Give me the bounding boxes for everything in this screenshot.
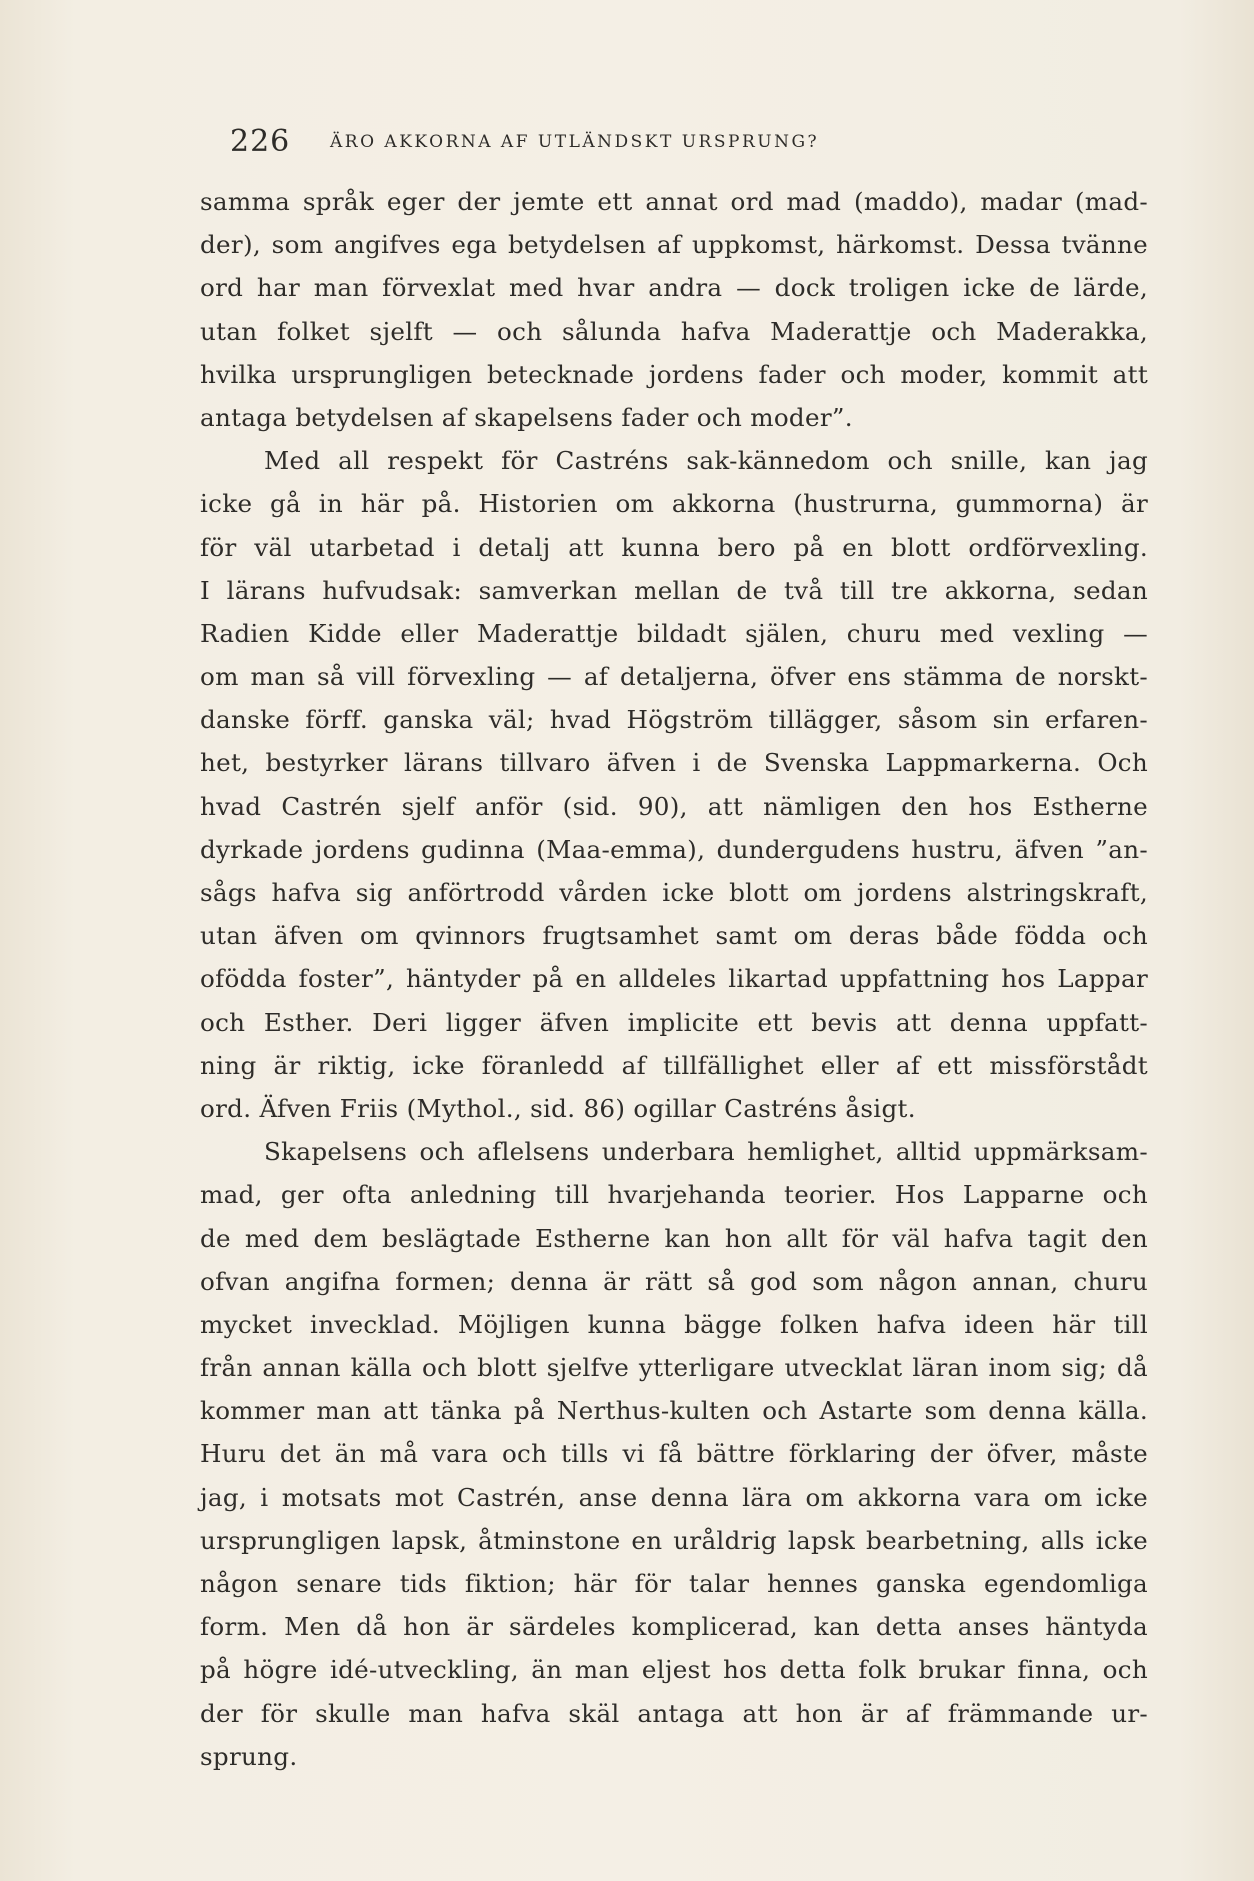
text-line: mycket invecklad. Möjligen kunna bägge folken hafva ideen här till — [200, 1309, 1148, 1339]
text-line: Radien Kidde eller Maderattje bildadt själen, churu med vexling — — [200, 618, 1148, 648]
text-line: der för skulle man hafva skäl antaga att hon är af främmande ur- — [200, 1698, 1148, 1728]
text-line: sågs hafva sig anförtrodd vården icke blott om jordens alstringskraft, — [200, 878, 1148, 907]
body-text — [200, 180, 1148, 1778]
text-line: dyrkade jordens gudinna (Maa-emma), dundergudens hustru, äfven ”an- — [200, 834, 1148, 864]
text-line: någon senare tids fiktion; här för talar hennes ganska egendomliga — [200, 1569, 1148, 1598]
text-line: icke gå in här på. Historien om akkorna (hustrurna, gummorna) är — [200, 489, 1148, 519]
text-line: på högre idé-utveckling, än man eljest hos detta folk brukar finna, och — [200, 1655, 1148, 1685]
text-line: ofödda foster”, häntyder på en alldeles likartad uppfattning hos Lappar — [200, 964, 1148, 994]
page-number: 226 — [230, 124, 291, 159]
text-line: het, bestyrker lärans tillvaro äfven i de Svenska Lappmarkerna. Och — [200, 748, 1148, 778]
text-line: de med dem beslägtade Estherne kan hon allt för väl hafva tagit den — [200, 1223, 1148, 1253]
text-line: der), som angifves ega betydelsen af uppkomst, härkomst. Dessa tvänne — [200, 230, 1148, 260]
text-line: I lärans hufvudsak: samverkan mellan de två till tre akkorna, sedan — [200, 575, 1148, 605]
text-line: ofvan angifna formen; denna är rätt så god som någon annan, churu — [200, 1266, 1148, 1296]
text-line: ursprungligen lapsk, åtminstone en uråldrig lapsk bearbetning, alls icke — [200, 1525, 1148, 1555]
text-line: om man så vill förvexling — af detaljerna, öfver ens stämma de norskt- — [200, 662, 1148, 692]
text-line: Huru det än må vara och tills vi få bättre förklaring der öfver, måste — [200, 1439, 1148, 1469]
text-line: danske förff. ganska väl; hvad Högström tillägger, såsom sin erfaren- — [200, 705, 1148, 735]
text-line: mad, ger ofta anledning till hvarjehanda teorier. Hos Lapparne och — [200, 1180, 1148, 1210]
running-head — [230, 124, 1010, 164]
text-line: utan äfven om qvinnors frugtsamhet samt om deras både födda och — [200, 921, 1148, 951]
text-line: ning är riktig, icke föranledd af tillfällighet eller af ett missförstådt — [200, 1050, 1148, 1080]
text-line: ord. Äfven Friis (Mythol., sid. 86) ogillar Castréns åsigt. — [200, 1093, 916, 1123]
text-line: och Esther. Deri ligger äfven implicite ett bevis att denna uppfatt- — [200, 1007, 1148, 1037]
text-line: hvilka ursprungligen betecknade jordens fader och moder, kommit att — [200, 359, 1148, 389]
text-line: utan folket sjelft — och sålunda hafva Maderattje och Maderakka, — [200, 316, 1148, 346]
text-line: jag, i motsats mot Castrén, anse denna lära om akkorna vara om icke — [200, 1482, 1148, 1512]
running-title: ÄRO AKKORNA AF UTLÄNDSKT URSPRUNG? — [330, 132, 820, 152]
text-line: Skapelsens och aflelsens underbara hemlighet, alltid uppmärksam- — [264, 1137, 1148, 1167]
text-line: samma språk eger der jemte ett annat ord mad (maddo), madar (mad- — [200, 187, 1148, 216]
text-line: form. Men då hon är särdeles komplicerad, kan detta anses häntyda — [200, 1612, 1148, 1642]
text-line: antaga betydelsen af skapelsens fader och moder”. — [200, 402, 853, 432]
text-line: från annan källa och blott sjelfve ytterligare utvecklat läran inom sig; då — [200, 1353, 1148, 1383]
text-line: hvad Castrén sjelf anför (sid. 90), att nämligen den hos Estherne — [200, 791, 1148, 821]
text-line: sprung. — [200, 1741, 298, 1771]
text-line: Med all respekt för Castréns sak-kännedom och snille, kan jag — [264, 446, 1148, 476]
text-line: ord har man förvexlat med hvar andra — dock troligen icke de lärde, — [200, 273, 1148, 303]
text-line: kommer man att tänka på Nerthus-kulten och Astarte som denna källa. — [200, 1396, 1148, 1426]
text-line: för väl utarbetad i detalj att kunna bero på en blott ordförvexling. — [200, 532, 1148, 562]
